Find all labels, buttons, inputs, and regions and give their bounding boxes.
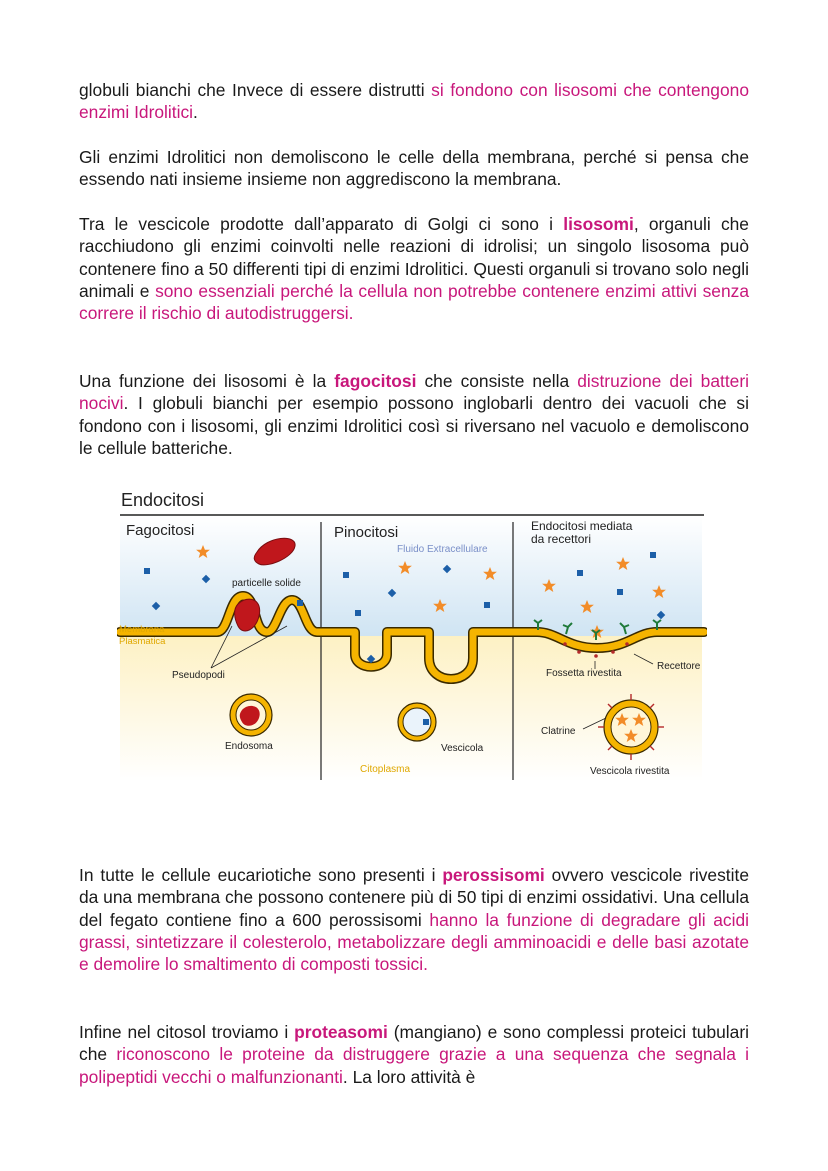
p3-text-b: , organuli che racchiudono gli enzimi coinvolti nelle reazioni di idrolisi; un singolo lisosoma può contenere fino a 50 differenti tipi di enzimi Idrolitici. Questi organuli si trovano solo negli animali e <box>79 214 749 301</box>
paragraph-3 <box>79 213 749 324</box>
label-vescicola-rivestita: Vescicola rivestita <box>590 766 670 777</box>
p4-text-b: che consiste nella <box>416 371 578 391</box>
molecule-dot <box>144 568 150 574</box>
paragraph-2 <box>79 146 749 191</box>
molecule-dot <box>355 610 361 616</box>
p5-text-a: In tutte le cellule eucariotiche sono presenti i <box>79 865 443 885</box>
label-fossetta: Fossetta rivestita <box>546 668 622 679</box>
label-vescicola: Vescicola <box>441 743 484 754</box>
section-mediata-line2: da recettori <box>531 532 592 546</box>
p3-highlight: sono essenziali perché la cellula non potrebbe contenere enzimi attivi senza correre il rischio di autodistruggersi. <box>79 280 750 324</box>
p1-text: globuli bianchi che Invece di essere distrutti <box>79 80 432 100</box>
p6-highlight: riconoscono le proteine da distruggere grazie a una sequenza che segnala i polipeptidi vecchi o malfunzionanti <box>79 1044 749 1087</box>
label-recettore: Recettore <box>657 661 701 672</box>
paragraph-4 <box>79 370 749 459</box>
p6-text-a: Infine nel citosol troviamo i <box>79 1022 295 1042</box>
p3-text-a: Tra le vescicole prodotte dall’apparato di Golgi ci sono i <box>79 214 564 234</box>
p5-text-b: ovvero vescicole rivestite da una membrana che possono contenere più di 50 tipi di enzimi ossidativi. Una cellula del fegato contiene fino a 600 perossisomi <box>79 865 749 930</box>
p4-highlight: distruzione dei batteri nocivi <box>79 371 749 414</box>
label-fluido: Fluido Extracellulare <box>397 544 488 555</box>
keyword-proteasomi: proteasomi <box>294 1022 388 1042</box>
coated-vesicle-inner <box>611 707 651 747</box>
p2-text: Gli enzimi Idrolitici non demoliscono le celle della membrana, perché si pensa che essendo nati insieme insieme non aggrediscono la membrana. <box>79 147 749 190</box>
molecule-dot <box>577 570 583 576</box>
paragraph-5 <box>79 864 749 975</box>
endocitosi-diagram <box>117 486 707 786</box>
molecule-dot <box>343 572 349 578</box>
molecule-dot <box>484 602 490 608</box>
p4-text-c: . I globuli bianchi per esempio possono inglobarli dentro dei vacuoli che si fondono con i lisosomi, gli enzimi Idrolitici così si riversano nel vacuolo e demoliscono le cellule batteriche. <box>79 393 749 458</box>
molecule-dot <box>423 719 429 725</box>
p1-end: . <box>193 102 198 123</box>
figure-title: Endocitosi <box>121 490 205 510</box>
p4-text-a: Una funzione dei lisosomi è la <box>79 371 335 391</box>
extracellular-area <box>120 516 702 636</box>
label-citoplasma: Citoplasma <box>360 764 411 775</box>
molecule-dot <box>617 589 623 595</box>
label-membrana-1: Membrana <box>119 624 165 635</box>
section-fagocitosi: Fagocitosi <box>126 522 195 539</box>
keyword-lisosomi: lisosomi <box>563 214 634 234</box>
label-clatrine: Clatrine <box>541 726 576 737</box>
label-particelle: particelle solide <box>232 578 301 589</box>
section-mediata-line1: Endocitosi mediata <box>531 519 633 533</box>
p1-highlight: si fondono con lisosomi che contengono enzimi Idrolitici <box>79 80 749 123</box>
molecule-dot <box>297 600 303 606</box>
p6-text-c: . La loro attività è <box>342 1066 476 1087</box>
paragraph-6 <box>79 1021 749 1088</box>
keyword-perossisomi: perossisomi <box>442 865 545 885</box>
paragraph-1 <box>79 79 749 124</box>
label-endosoma: Endosoma <box>225 741 273 752</box>
keyword-fagocitosi: fagocitosi <box>334 371 417 391</box>
molecule-dot <box>650 552 656 558</box>
label-pseudopodi: Pseudopodi <box>172 670 225 681</box>
p5-highlight: hanno la funzione di degradare gli acidi grassi, sintetizzare il colesterolo, metabolizzare degli amminoacidi e delle basi azotate e demolire lo smaltimento di composti tossici. <box>79 909 749 975</box>
p6-text-b: (mangiano) e sono complessi proteici tubulari che <box>79 1022 749 1065</box>
section-pinocitosi: Pinocitosi <box>334 524 399 541</box>
label-membrana-2: Plasmatica <box>119 636 166 647</box>
